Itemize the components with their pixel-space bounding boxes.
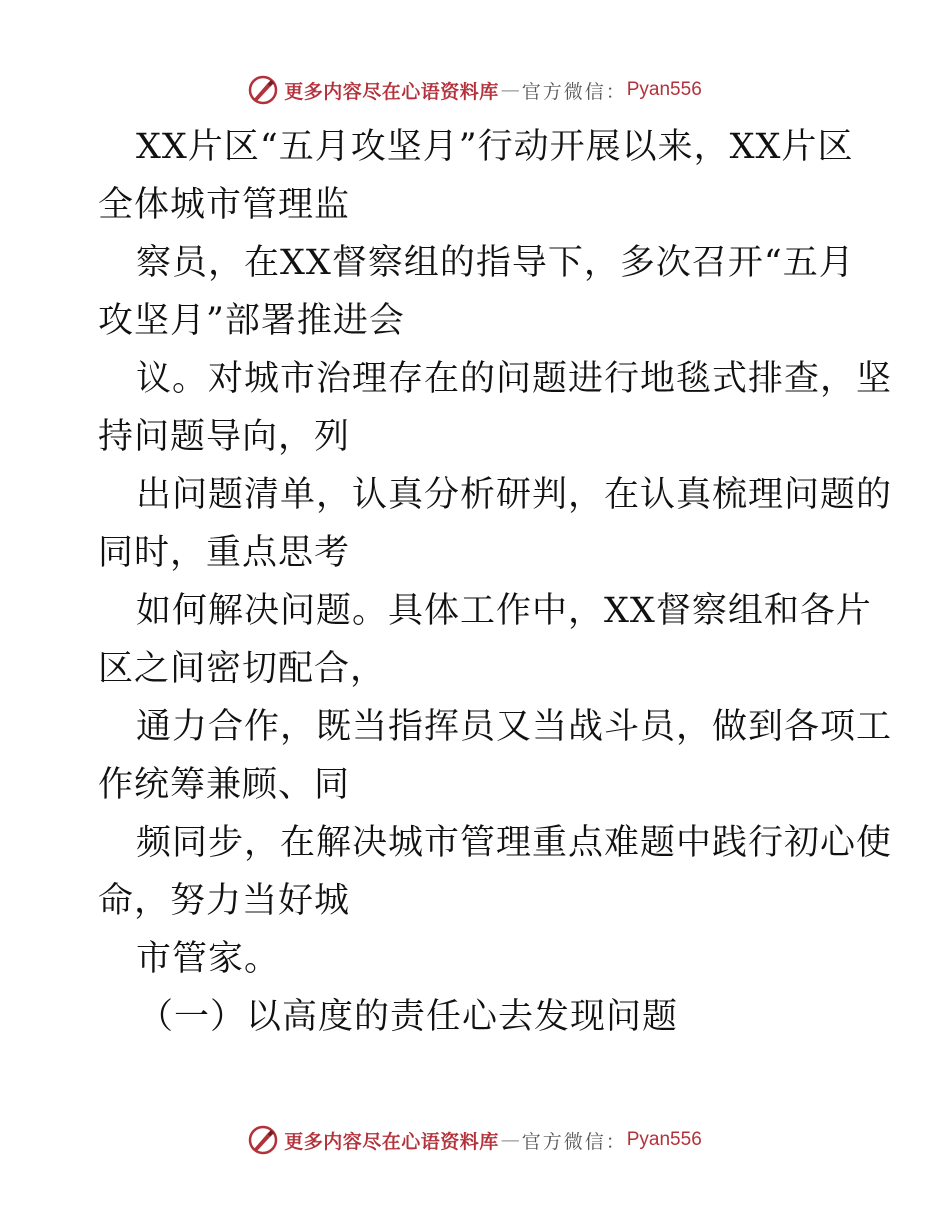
- paragraph-line: 出问题清单，认真分析研判，在认真梳理问题的: [136, 475, 893, 515]
- header-banner: [0, 70, 950, 110]
- banner-main-text: 更多内容尽在心语资料库: [284, 1130, 499, 1153]
- paragraph-line: XX片区“五月攻坚月”行动开展以来，XX片区: [136, 127, 854, 167]
- document-body: [98, 118, 893, 1046]
- paragraph-line: 区之间密切配合，: [98, 649, 387, 689]
- paragraph-line: 作统筹兼顾、同: [98, 765, 351, 805]
- banner-main-text: 更多内容尽在心语资料库: [284, 80, 499, 103]
- section-heading: （一）以高度的责任心去发现问题: [138, 997, 679, 1037]
- paragraph-line: 如何解决问题。具体工作中，XX督察组和各片: [136, 591, 872, 631]
- paragraph-line: 议。对城市治理存在的问题进行地毯式排查，坚: [136, 359, 893, 399]
- pen-logo-icon: [248, 75, 278, 105]
- footer-banner: [0, 1120, 950, 1160]
- banner-dash: —: [500, 1129, 520, 1151]
- pen-logo-icon: [248, 1125, 278, 1155]
- paragraph-line: 同时，重点思考: [98, 533, 351, 573]
- paragraph-line: 攻坚月”部署推进会: [98, 301, 405, 341]
- paragraph-line: 市管家。: [136, 939, 281, 979]
- banner-wechat-label: 官方微信：: [521, 1130, 627, 1153]
- paragraph-line: 全体城市管理监: [98, 185, 351, 225]
- paragraph-line: 察员，在XX督察组的指导下，多次召开“五月: [136, 243, 855, 283]
- paragraph-line: 频同步，在解决城市管理重点难题中践行初心使: [136, 823, 893, 863]
- banner-dash: —: [500, 79, 520, 101]
- paragraph-line: 通力合作，既当指挥员又当战斗员，做到各项工: [136, 707, 893, 747]
- paragraph-line: 命，努力当好城: [98, 881, 351, 921]
- paragraph-line: 持问题导向，列: [98, 417, 351, 457]
- banner-wechat-id: Pyan556: [626, 79, 702, 100]
- banner-wechat-label: 官方微信：: [521, 80, 627, 103]
- banner-wechat-id: Pyan556: [626, 1129, 702, 1150]
